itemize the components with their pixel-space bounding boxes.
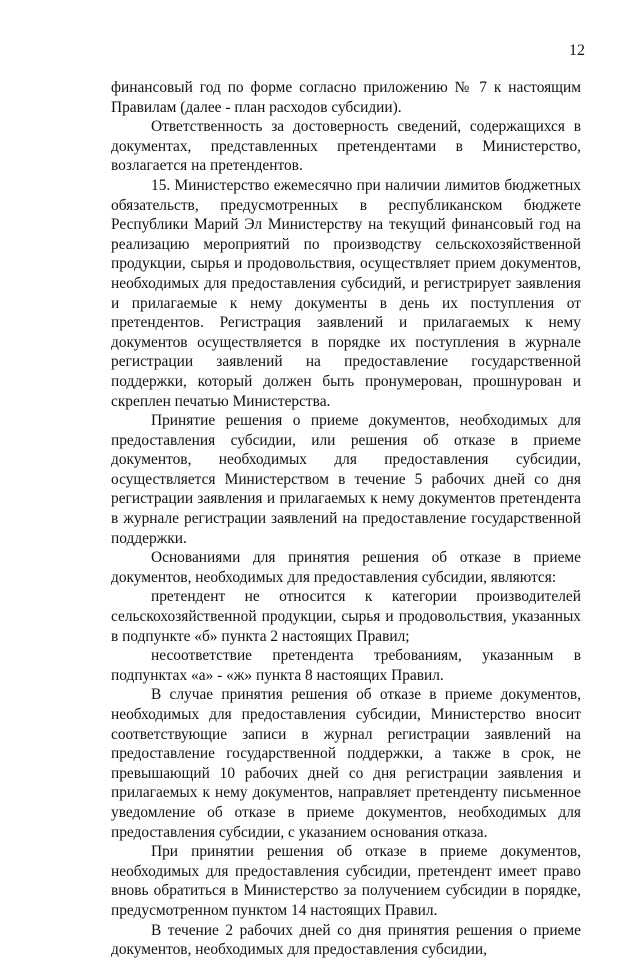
paragraph-refusal-notice: В случае принятия решения об отказе в приеме документов, необходимых для предоставления субсидии, Министерство вносит соответствующие записи в журнал регистрации заявлений на предоставление государственной поддержки, а также в срок, не превышающий 10 рабочих дней со дня регистрации заявления и прилагаемых к нему документов, направляет претенденту письменное уведомление об отказе в приеме документов, необходимых для предоставления субсидии, с указанием основания отказа.: [111, 686, 581, 841]
paragraph-ground-requirements: несоответствие претендента требованиям, указанным в подпунктах «а» - «ж» пункта 8 настоящих Правил.: [111, 647, 581, 684]
page-number: 12: [569, 42, 585, 59]
document-body: [111, 78, 581, 960]
paragraph-two-days: В течение 2 рабочих дней со дня принятия решения о приеме документов, необходимых для предоставления субсидии,: [111, 921, 581, 959]
paragraph-decision-timing: Принятие решения о приеме документов, необходимых для предоставления субсидии, или решения об отказе в приеме документов, необходимых для предоставления субсидии, осуществляется Министерством в течение 5 рабочих дней со дня регистрации заявления и прилагаемых к нему документов претендента в журнале регистрации заявлений на предоставление государственной поддержки.: [111, 412, 581, 547]
paragraph-item-15: 15. Министерство ежемесячно при наличии лимитов бюджетных обязательств, предусмотренных в республиканском бюджете Республики Марий Эл Министерству на текущий финансовый год на реализацию мероприятий по производству сельскохозяйственной продукции, сырья и продовольствия, осуществляет прием документов, необходимых для предоставления субсидий, и регистрирует заявления и прилагаемые к нему документы в день их поступления от претендентов. Регистрация заявлений и прилагаемых к нему документов осуществляется в порядке их поступления в журнале регистрации заявлений на предоставление государственной поддержки, который должен быть пронумерован, прошнурован и скреплен печатью Министерства.: [111, 176, 581, 410]
paragraph-refusal-grounds: Основаниями для принятия решения об отказе в приеме документов, необходимых для предоставления субсидии, являются:: [111, 549, 581, 586]
paragraph-ground-category: претендент не относится к категории производителей сельскохозяйственной продукции, сырья и продовольствия, указанных в подпункте «б» пункта 2 настоящих Правил;: [111, 588, 581, 645]
paragraph-responsibility: Ответственность за достоверность сведений, содержащихся в документах, представленных претендентами в Министерство, возлагается на претендентов.: [111, 118, 581, 175]
paragraph-continuation: финансовый год по форме согласно приложению № 7 к настоящим Правилам (далее - план расходов субсидии).: [111, 79, 581, 116]
paragraph-reapply: При принятии решения об отказе в приеме документов, необходимых для предоставления субсидии, претендент имеет право вновь обратиться в Министерство за получением субсидии в порядке, предусмотренном пунктом 14 настоящих Правил.: [111, 843, 581, 919]
